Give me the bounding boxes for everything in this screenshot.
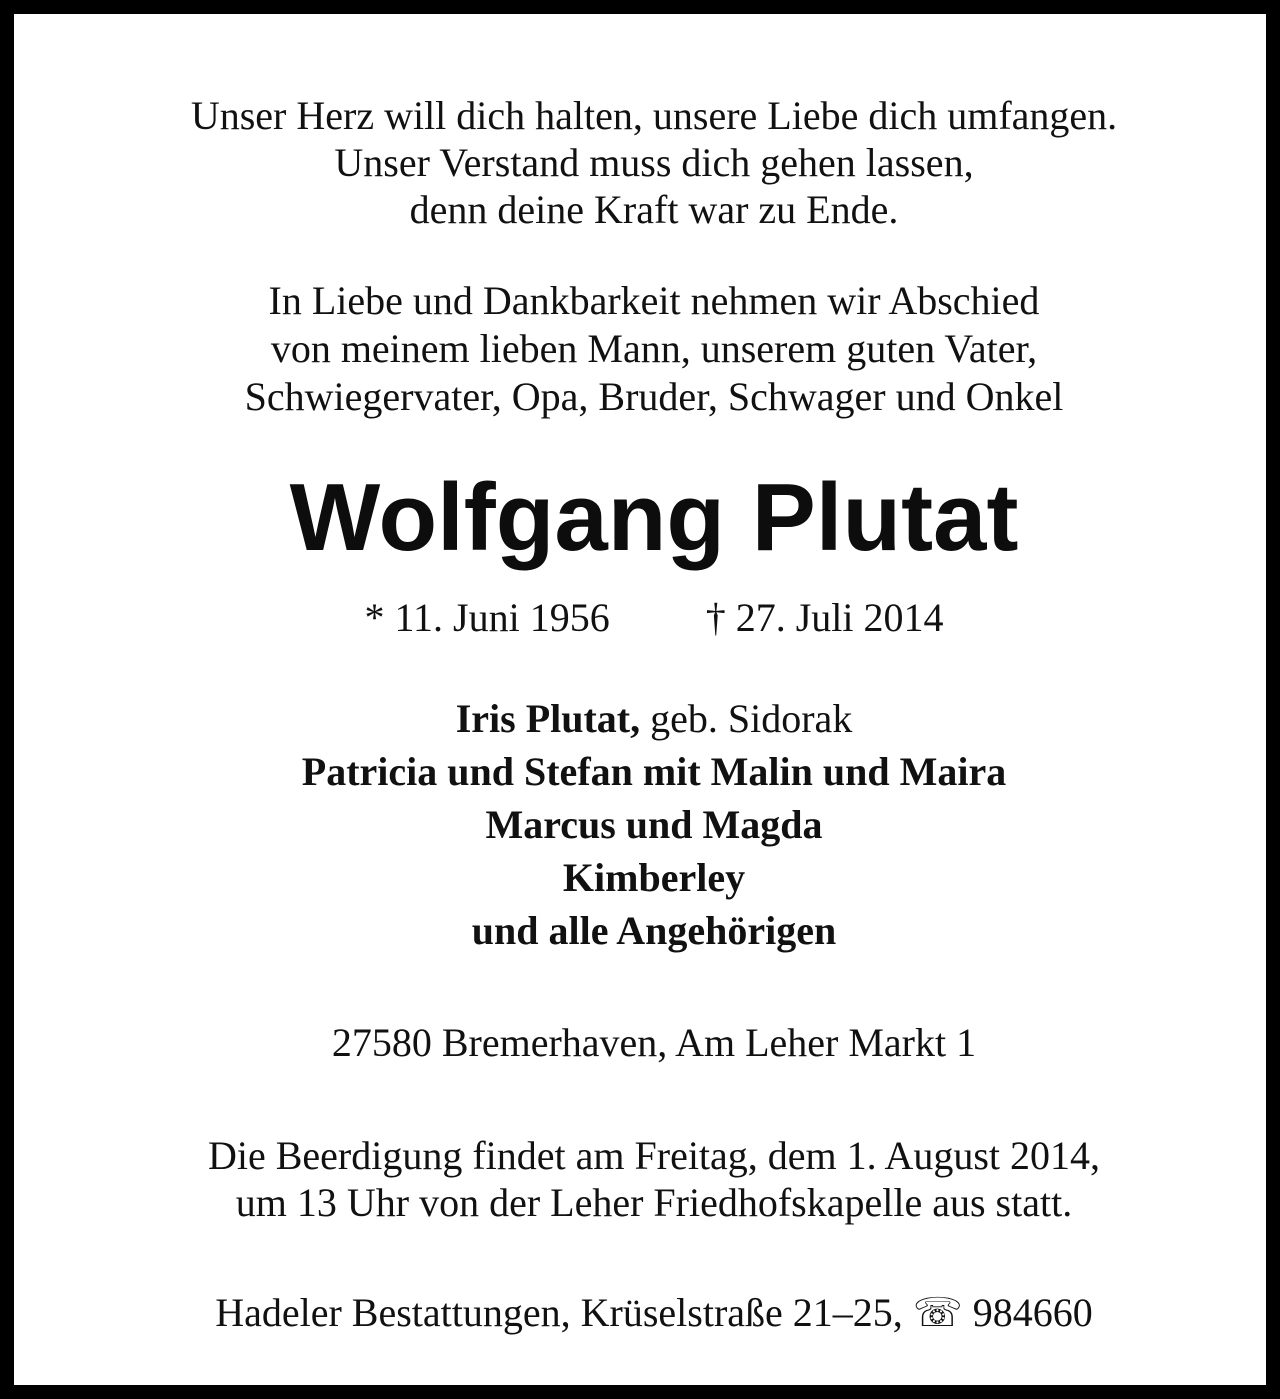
intro-line: Schwiegervater, Opa, Bruder, Schwager und Onkel bbox=[244, 374, 1064, 419]
birth-date: * 11. Juni 1956 bbox=[364, 595, 610, 640]
intro-line: In Liebe und Dankbarkeit nehmen wir Abschied bbox=[268, 278, 1040, 323]
funeral-line: Die Beerdigung findet am Freitag, dem 1. August 2014, bbox=[207, 1133, 1101, 1178]
family-address: 27580 Bremerhaven, Am Leher Markt 1 bbox=[331, 1020, 977, 1065]
poem-line: denn deine Kraft war zu Ende. bbox=[409, 187, 899, 232]
mourner-line: und alle Angehörigen bbox=[471, 908, 837, 953]
mourners-list bbox=[28, 692, 1280, 957]
funeral-notice bbox=[28, 1132, 1280, 1226]
poem-line: Unser Verstand muss dich gehen lassen, bbox=[334, 140, 974, 185]
mourner-line: Kimberley bbox=[562, 855, 746, 900]
funeral-line: um 13 Uhr von der Leher Friedhofskapelle aus statt. bbox=[235, 1180, 1073, 1225]
undertaker-phone: 984660 bbox=[962, 1290, 1093, 1335]
life-dates bbox=[28, 594, 1280, 642]
widow-line bbox=[28, 692, 1280, 745]
undertaker-text: Hadeler Bestattungen, Krüselstraße 21–25, bbox=[215, 1290, 913, 1335]
telephone-icon: ☏ bbox=[912, 1290, 963, 1335]
deceased-name: Wolfgang Plutat bbox=[289, 464, 1019, 571]
mourner-line: Marcus und Magda bbox=[485, 802, 823, 847]
widow-maiden-name: geb. Sidorak bbox=[640, 696, 853, 741]
farewell-intro bbox=[28, 277, 1280, 421]
death-date: † 27. Juli 2014 bbox=[705, 595, 944, 640]
widow-name: Iris Plutat, bbox=[455, 696, 641, 741]
undertaker-line bbox=[28, 1289, 1280, 1337]
undertaker-info bbox=[28, 1289, 1280, 1337]
poem-verse bbox=[28, 92, 1280, 233]
poem-line: Unser Herz will dich halten, unsere Liebe dich umfangen. bbox=[190, 93, 1118, 138]
mourner-line: Patricia und Stefan mit Malin und Maira bbox=[301, 749, 1007, 794]
intro-line: von meinem lieben Mann, unserem guten Vater, bbox=[270, 326, 1038, 371]
